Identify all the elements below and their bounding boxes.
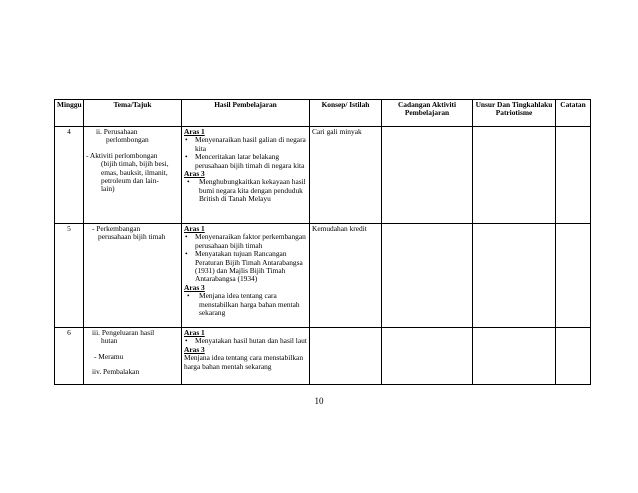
header-activity: Cadangan Aktiviti Pembelajaran (382, 100, 473, 127)
topic-line: perusahaan bijih timah (98, 232, 166, 242)
header-row (55, 100, 591, 127)
topic-line: perlombongan (106, 135, 149, 145)
outcome-item: • Menceritakan latar belakang perusahaan bijih timah di negara kita (184, 153, 307, 170)
level-heading: Aras 3 (184, 344, 205, 354)
week-number: 6 (55, 328, 84, 385)
values-cell (473, 127, 556, 224)
topic-line: petroleum dan lain- (101, 176, 159, 186)
topic-line: - Perkembangan (92, 224, 141, 233)
level-heading: Aras 1 (184, 224, 205, 233)
lesson-plan-table (54, 99, 591, 385)
topic-line: iii. Pengeluaran hasil (92, 328, 155, 337)
outcome-item: • Menyatakan hasil hutan dan hasil laut (184, 337, 307, 345)
level-heading: Aras 1 (184, 127, 205, 136)
notes-cell (556, 328, 591, 385)
activity-cell (382, 224, 473, 328)
concept-cell (310, 328, 382, 385)
table-row (55, 127, 591, 224)
activity-cell (382, 127, 473, 224)
header-notes: Catatan (556, 100, 591, 127)
week-number: 5 (55, 224, 84, 328)
topic-line: emas, bauksit, ilmanit, (101, 167, 168, 177)
header-outcome: Hasil Pembelajaran (182, 100, 310, 127)
topic-line: lain) (101, 184, 115, 194)
topic-line: hutan (101, 336, 118, 346)
topic-line: (bijih timah, bijih besi, (101, 159, 169, 169)
table-row (55, 328, 591, 385)
header-week: Minggu (55, 100, 84, 127)
topic-line: - Meramu (94, 351, 124, 361)
topic-line: - Aktiviti perlombongan (86, 150, 158, 160)
values-cell (473, 328, 556, 385)
outcome-cell (182, 127, 310, 224)
table-row (55, 224, 591, 328)
outcome-item: • Menghubungkaitkan kekayaan hasil bumi negara kita dengan penduduk British di Tanah Melayu (184, 178, 307, 203)
concept-cell: Cari gali minyak (310, 127, 382, 224)
outcome-cell (182, 224, 310, 328)
outcome-item: • Menyenaraikan faktor perkembangan perusahaan bijih timah (184, 233, 307, 250)
topic-line: ii. Perusahaan (96, 127, 138, 136)
level-heading: Aras 1 (184, 328, 205, 337)
outcome-item: • Menjana idea tentang cara menstabilkan harga bahan mentah sekarang (184, 292, 307, 317)
topic-cell (84, 224, 182, 328)
header-values: Unsur Dan Tingkahlaku Patriotisme (473, 100, 556, 127)
outcome-item: Menjana idea tentang cara menstabilkan harga bahan mentah sekarang (184, 353, 304, 371)
header-concept: Konsep/ Istilah (310, 100, 382, 127)
page-number: 10 (314, 396, 324, 406)
outcome-item: • Menyatakan tujuan Rancangan Peraturan Bijih Timah Antarabangsa (1931) dan Majlis Bijih Timah Antarabangsa (1934) (184, 250, 307, 284)
week-number: 4 (55, 127, 84, 224)
activity-cell (382, 328, 473, 385)
outcome-cell (182, 328, 310, 385)
notes-cell (556, 224, 591, 328)
values-cell (473, 224, 556, 328)
concept-cell: Kemudahan kredit (310, 224, 382, 328)
level-heading: Aras 3 (184, 169, 205, 179)
outcome-item: • Menyenaraikan hasil galian di negara kita (184, 136, 307, 153)
notes-cell (556, 127, 591, 224)
topic-line: iiv. Pembalakan (92, 367, 140, 377)
topic-cell (84, 127, 182, 224)
level-heading: Aras 3 (184, 282, 205, 292)
header-topic: Tema/Tajuk (84, 100, 182, 127)
topic-cell (84, 328, 182, 385)
